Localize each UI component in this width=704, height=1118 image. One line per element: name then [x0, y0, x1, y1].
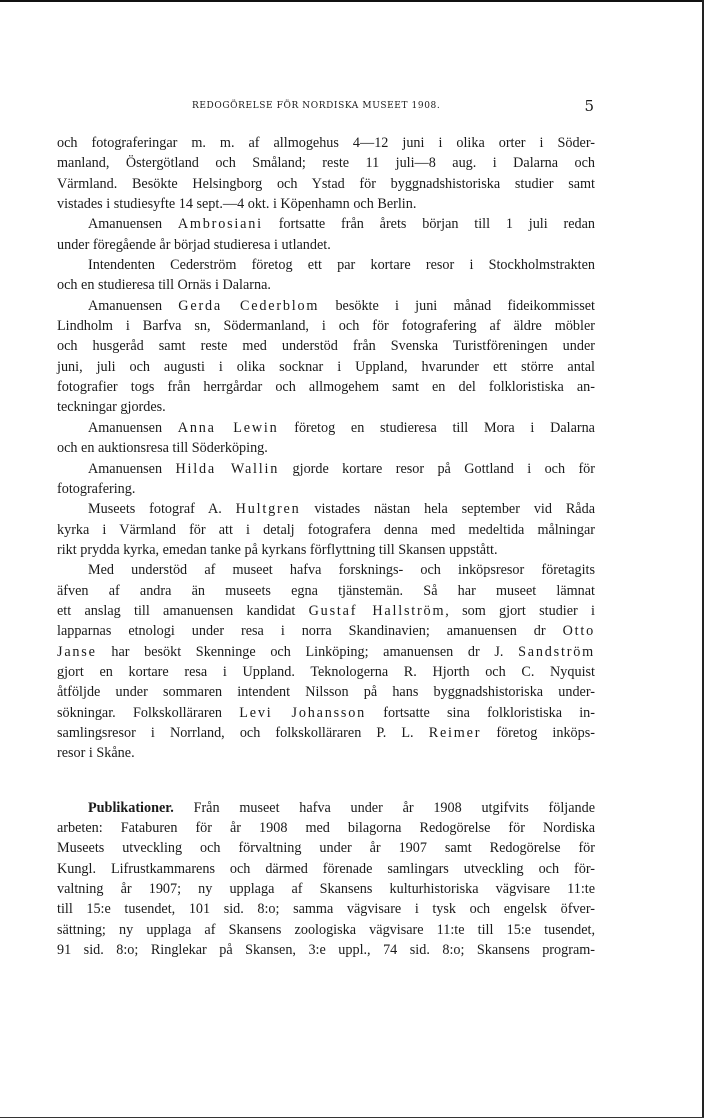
text-line: Amanuensen Hilda Wallin gjorde kortare resor på Gottland i och för — [88, 460, 595, 477]
body-text — [57, 133, 595, 960]
text-line: vistades i studiesyfte 14 sept.—4 okt. i Köpenhamn och Berlin. — [57, 196, 417, 213]
page-edge-top — [0, 0, 704, 2]
text-line: Janse har besökt Skenninge och Linköping; amanuensen dr J. Sandström — [57, 643, 595, 660]
text-line: äfven af andra än museets egna tjänstemän. Så har museet lämnat — [57, 582, 595, 599]
text-line: Amanuensen Gerda Cederblom besökte i juni månad fideikommisset — [88, 297, 595, 314]
text-line: åtföljde under sommaren intendent Nilsson på hans byggnadshistoriska under- — [57, 684, 595, 701]
section-gap — [57, 764, 595, 798]
text-line: och husgeråd samt reste med understöd från Svenska Turistföreningen under — [57, 338, 595, 355]
text-line: resor i Skåne. — [57, 745, 135, 762]
text-line: och en auktionsresa till Söderköping. — [57, 440, 268, 457]
text-line: till 15:e tusendet, 101 sid. 8:o; samma vägvisare i tysk och engelsk öfver- — [57, 901, 595, 918]
page-number: 5 — [584, 97, 594, 115]
text-line: valtning år 1907; ny upplaga af Skansens kulturhistoriska vägvisare 11:te — [57, 881, 595, 898]
text-line: Publikationer. Från museet hafva under år 1908 utgifvits följande — [88, 799, 595, 816]
text-line: Amanuensen Ambrosiani fortsatte från årets början till 1 juli redan — [88, 216, 595, 233]
text-line: juni, juli och augusti i olika socknar i Uppland, hvarunder ett större antal — [57, 358, 595, 375]
text-line: Amanuensen Anna Lewin företog en studieresa till Mora i Dalarna — [88, 419, 595, 436]
text-line: manland, Östergötland och Småland; reste 11 juli—8 aug. i Dalarna och — [57, 155, 595, 172]
text-line: fotografier togs från herrgårdar och allmogehem samt en del folkloristiska an- — [57, 379, 595, 396]
text-line: kyrka i Värmland för att i detalj fotografera denna med medeltida målningar — [57, 521, 595, 538]
text-line: Museets fotograf A. Hultgren vistades nästan hela september vid Råda — [88, 501, 595, 518]
page-header — [170, 97, 600, 117]
text-line: Värmland. Besökte Helsingborg och Ystad för byggnadshistoriska studier samt — [57, 175, 595, 192]
text-line: och fotograferingar m. m. af allmogehus 4—12 juni i olika orter i Söder- — [57, 135, 595, 151]
text-line: arbeten: Fataburen för år 1908 med bilagorna Redogörelse för Nordiska — [57, 820, 595, 836]
running-title: REDOGÖRELSE FÖR NORDISKA MUSEET 1908. — [192, 101, 441, 111]
text-line: Museets utveckling och förvaltning under år 1907 samt Redogörelse för — [57, 840, 595, 857]
text-line: Kungl. Lifrustkammarens och därmed förenade samlingars utveckling och för- — [57, 860, 595, 877]
text-line: Med understöd af museet hafva forsknings- och inköpsresor företagits — [88, 562, 595, 579]
text-line: lapparnas etnologi under resa i norra Skandinavien; amanuensen dr Otto — [57, 623, 595, 640]
text-line: 91 sid. 8:o; Ringlekar på Skansen, 3:e uppl., 74 sid. 8:o; Skansens program- — [57, 942, 595, 959]
text-line: rikt prydda kyrka, emedan tanke på kyrkans förflyttning till Skansen uppstått. — [57, 541, 498, 558]
text-line: teckningar gjordes. — [57, 399, 166, 416]
text-line: sökningar. Folkskolläraren Levi Johansson fortsatte sina folkloristiska in- — [57, 704, 595, 721]
text-line: ett anslag till amanuensen kandidat Gustaf Hallström, som gjort studier i — [57, 602, 595, 619]
text-line: sättning; ny upplaga af Skansens zoologiska vägvisare 11:te till 15:e tusendet, — [57, 921, 595, 938]
text-line: och en studieresa till Ornäs i Dalarna. — [57, 277, 271, 294]
text-line: samlingsresor i Norrland, och folkskolläraren P. L. Reimer företog inköps- — [57, 724, 595, 741]
text-line: Lindholm i Barfva sn, Södermanland, i och för fotografering af äldre möbler — [57, 318, 595, 335]
text-line: fotografering. — [57, 480, 136, 497]
text-line: under föregående år börjad studieresa i utlandet. — [57, 236, 331, 253]
text-line: Intendenten Cederström företog ett par kortare resor i Stockholmstrakten — [88, 257, 595, 274]
text-line: gjort en kortare resa i Uppland. Teknologerna R. Hjorth och C. Nyquist — [57, 663, 595, 680]
